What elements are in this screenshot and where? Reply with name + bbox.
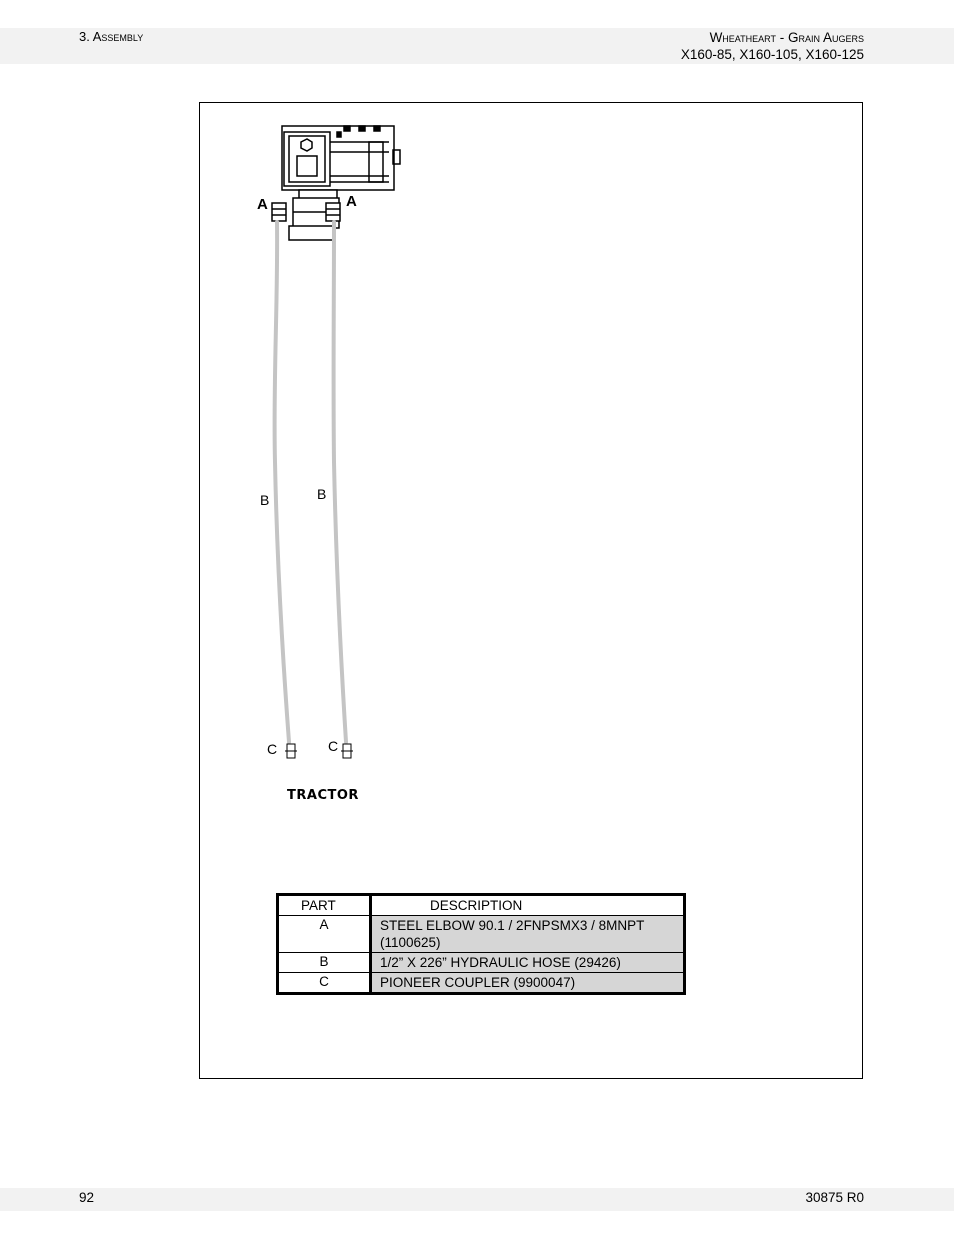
table-row (278, 953, 685, 973)
table-header-row (278, 895, 685, 916)
callout-a-left: A (257, 196, 268, 213)
table-row (278, 973, 685, 994)
callout-a-right: A (346, 193, 357, 210)
pioneer-couplers (285, 744, 353, 758)
table-row (278, 916, 685, 953)
document-title-block (681, 29, 864, 63)
header-description: DESCRIPTION (371, 895, 685, 916)
callout-c-left: C (267, 741, 278, 757)
callout-b-right: B (317, 486, 327, 502)
parts-table (276, 893, 686, 995)
part-description: 1/2” X 226” HYDRAULIC HOSE (29426) (371, 953, 685, 973)
model-list: X160-85, X160-105, X160-125 (680, 47, 864, 62)
page-number: 92 (79, 1190, 95, 1205)
section-title: 3. Assembly (79, 29, 144, 44)
hydraulic-hoses (275, 222, 346, 742)
callout-b-left: B (260, 492, 270, 508)
part-letter: C (278, 973, 371, 994)
left-hose (275, 222, 289, 742)
callout-c-right: C (328, 738, 339, 754)
part-letter: A (278, 916, 371, 953)
part-description: PIONEER COUPLER (9900047) (371, 973, 685, 994)
right-hose (334, 222, 346, 742)
part-description: STEEL ELBOW 90.1 / 2FNPSMX3 / 8MNPT (1100625) (371, 916, 685, 953)
manual-title: Wheatheart - Grain Augers (709, 30, 864, 45)
part-letter: B (278, 953, 371, 973)
document-code: 30875 R0 (805, 1190, 864, 1205)
tractor-label: TRACTOR (287, 788, 359, 803)
header-part: PART (278, 895, 371, 916)
